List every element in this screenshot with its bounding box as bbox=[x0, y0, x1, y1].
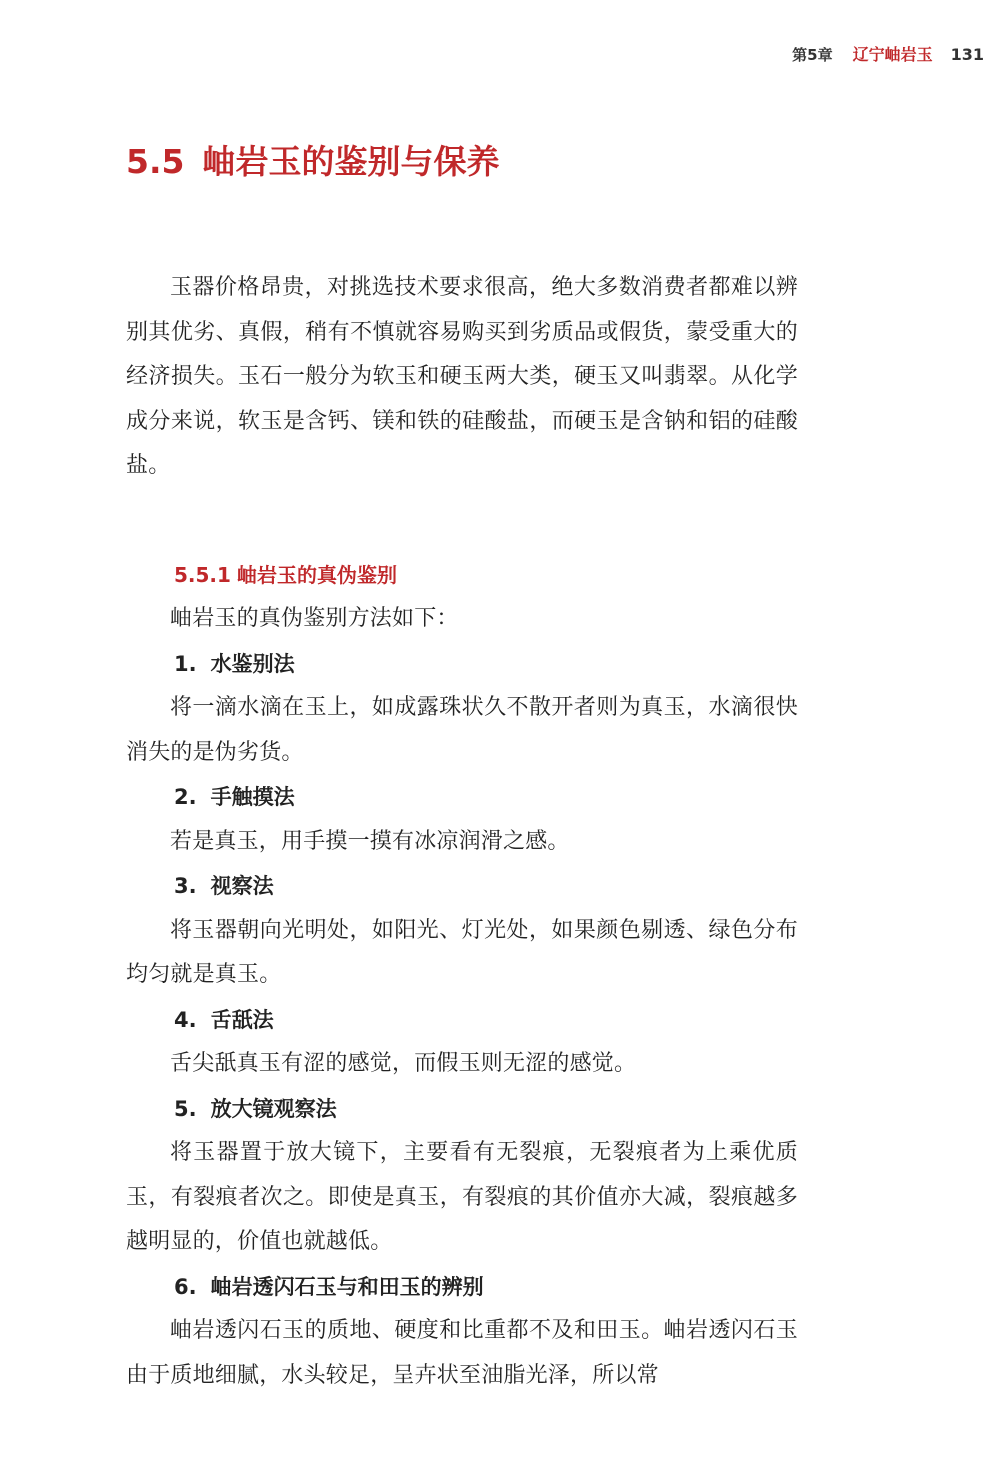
body-content bbox=[126, 266, 798, 1398]
method-title: 岫岩透闪石玉与和田玉的辨别 bbox=[210, 1274, 484, 1299]
method-heading-tongue bbox=[126, 998, 798, 1043]
method-number: 3. bbox=[174, 874, 197, 898]
running-header bbox=[792, 42, 984, 65]
method-text-water: 将一滴水滴在玉上，如成露珠状久不散开者则为真玉，水滴很快消失的是伪劣货。 bbox=[126, 695, 798, 765]
method-text-comparison: 岫岩透闪石玉的质地、硬度和比重都不及和田玉。岫岩透闪石玉由于质地细腻，水头较足，呈卉状至油脂光泽，所以常 bbox=[126, 1318, 798, 1388]
method-heading-touch bbox=[126, 775, 798, 820]
method-heading-magnifier bbox=[126, 1087, 798, 1132]
section-heading bbox=[126, 136, 499, 183]
method-number: 4. bbox=[174, 1007, 197, 1032]
method-heading-water bbox=[126, 642, 798, 687]
subsection-number: 5.5.1 bbox=[174, 562, 231, 587]
method-title: 手触摸法 bbox=[210, 785, 295, 809]
method-title: 放大镜观察法 bbox=[210, 1096, 337, 1121]
method-title: 视察法 bbox=[210, 874, 274, 898]
method-title: 水鉴别法 bbox=[210, 651, 295, 676]
method-text-tongue: 舌尖舐真玉有涩的感觉，而假玉则无涩的感觉。 bbox=[170, 1051, 637, 1076]
subsection-heading bbox=[126, 553, 798, 598]
method-number: 5. bbox=[174, 1096, 197, 1121]
section-title: 岫岩玉的鉴别与保养 bbox=[202, 142, 500, 181]
method-number: 2. bbox=[174, 785, 197, 809]
method-heading-comparison bbox=[126, 1265, 798, 1310]
method-number: 1. bbox=[174, 651, 197, 676]
subsection-title: 岫岩玉的真伪鉴别 bbox=[236, 562, 397, 587]
header-chapter: 第5章 bbox=[792, 46, 833, 64]
method-number: 6. bbox=[174, 1274, 197, 1299]
method-title: 舌舐法 bbox=[210, 1007, 274, 1032]
page-number: 131 bbox=[950, 45, 984, 64]
method-text-touch: 若是真玉，用手摸一摸有冰凉润滑之感。 bbox=[170, 828, 570, 854]
method-heading-visual bbox=[126, 864, 798, 909]
header-chapter-title: 辽宁岫岩玉 bbox=[852, 45, 933, 64]
subsection-lead: 岫岩玉的真伪鉴别方法如下： bbox=[170, 606, 459, 631]
section-number: 5.5 bbox=[126, 142, 185, 181]
method-text-visual: 将玉器朝向光明处，如阳光、灯光处，如果颜色剔透、绿色分布均匀就是真玉。 bbox=[126, 917, 798, 987]
intro-paragraph: 玉器价格昂贵，对挑选技术要求很高，绝大多数消费者都难以辨别其优劣、真假，稍有不慎就容易购买到劣质品或假货，蒙受重大的经济损失。玉石一般分为软玉和硬玉两大类，硬玉又叫翡翠。从化学成分来说，软玉是含钙、镁和铁的硅酸盐，而硬玉是含钠和铝的硅酸盐。 bbox=[126, 275, 798, 478]
method-text-magnifier: 将玉器置于放大镜下，主要看有无裂痕，无裂痕者为上乘优质玉，有裂痕者次之。即使是真玉，有裂痕的其价值亦大减，裂痕越多越明显的，价值也就越低。 bbox=[126, 1140, 798, 1254]
